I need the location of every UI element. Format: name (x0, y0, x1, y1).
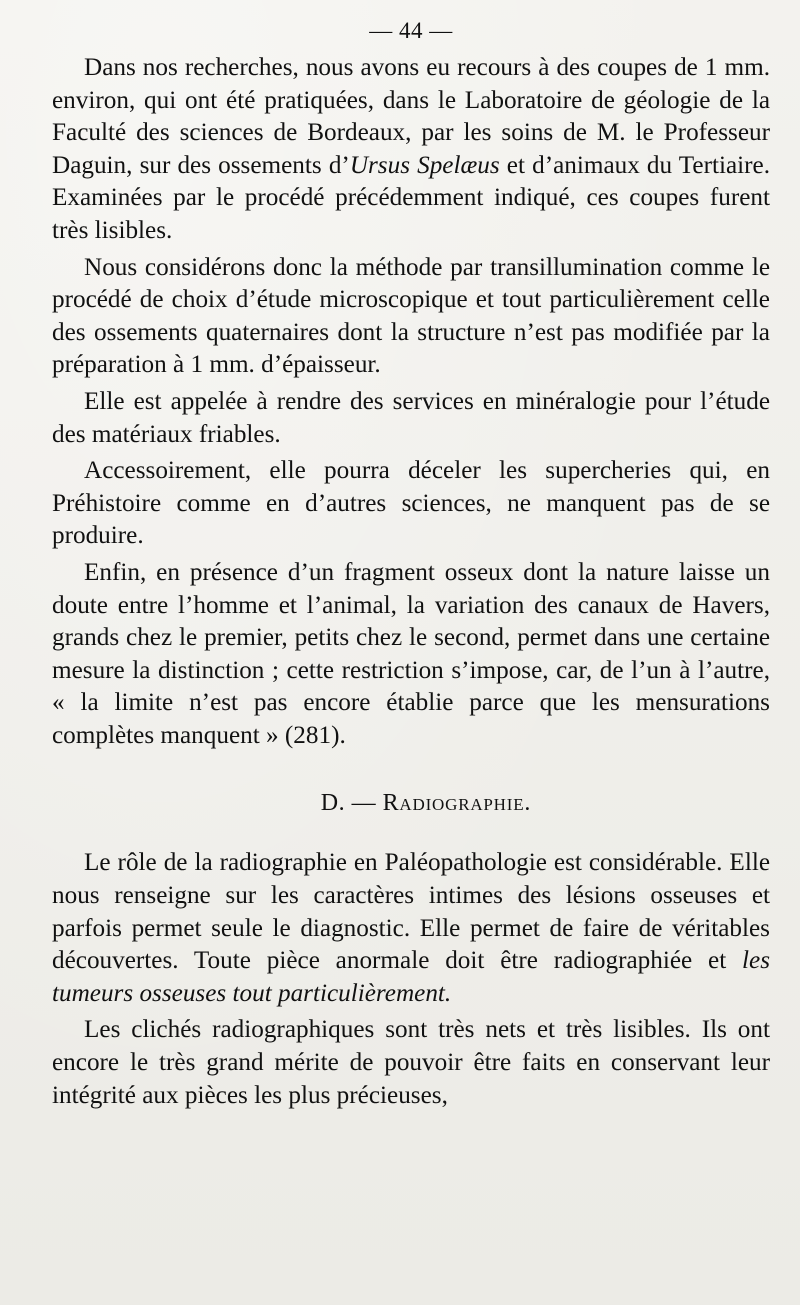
paragraph-5-text: Enfin, en présence d’un fragment osseux dont la nature laisse un doute entre l’homme et l’animal, la variation des canaux de Havers, grands chez le premier, petits chez le second, permet dans une certaine mesure la distinction ; cette restriction s’impose, car, de l’un à l’autre, « la limite n’est pas encore établie parce que les mensurations complètes manquent » (281). (52, 558, 770, 749)
paragraph-6 (52, 847, 770, 1010)
paragraph-1-text-b: et d’animaux du Tertiaire. Examinées par le procédé précédemment indiqué, ces coupes furent très lisibles. (52, 151, 771, 244)
paragraph-6-text: Le rôle de la radiographie en Paléopathologie est considérable. Elle nous renseigne sur les caractères intimes des lésions osseuses et parfois permet seule le diagnostic. Elle permet de faire de véritables découvertes. Toute pièce anormale doit être radiographiée et (52, 849, 770, 975)
paragraph-3 (52, 386, 770, 451)
paragraph-7 (52, 1014, 770, 1112)
paragraph-4-text: Accessoirement, elle pourra déceler les supercheries qui, en Préhistoire comme en d’autres sciences, ne manquent pas de se produire. (52, 457, 770, 550)
paragraph-1 (52, 52, 770, 248)
paragraph-6-italic: les tumeurs osseuses tout particulièrement. (52, 947, 770, 1007)
paragraph-5 (52, 557, 770, 753)
section-heading-title: Radiographie. (382, 790, 532, 817)
paragraph-1-italic-species: Ursus Spelæus (349, 151, 500, 179)
paragraph-2 (52, 252, 770, 382)
page-number: — 44 — (369, 18, 453, 43)
section-heading (82, 790, 770, 817)
paragraph-7-text: Les clichés radiographiques sont très nets et très lisibles. Ils ont encore le très grand mérite de pouvoir être faits en conservant leur intégrité aux pièces les plus précieuses, (52, 1016, 770, 1109)
paragraph-4 (52, 455, 770, 553)
paragraph-2-text: Nous considérons donc la méthode par transillumination comme le procédé de choix d’étude microscopique et tout particulièrement celle des ossements quaternaires dont la structure n’est pas modifiée par la préparation à 1 mm. d’épaisseur. (52, 253, 770, 379)
section-heading-prefix: D. — (320, 790, 383, 817)
paragraph-3-text: Elle est appelée à rendre des services en minéralogie pour l’étude des matériaux friables. (52, 387, 770, 448)
paragraph-1-text-a: Dans nos recherches, nous avons eu recours à des coupes de 1 mm. environ, qui ont été pratiquées, dans le Laboratoire de géologie de la Faculté des sciences de Bordeaux, par les soins de M. le Professeur Daguin, sur des ossements d’ (52, 54, 770, 179)
